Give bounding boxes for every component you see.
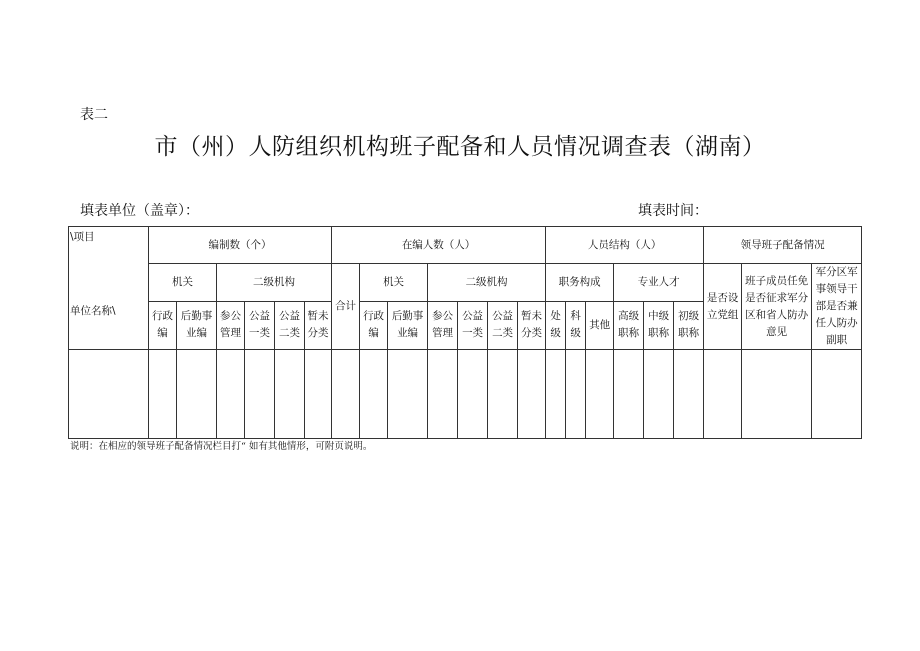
data-cell[interactable] [614, 350, 644, 439]
leaf-other: 其他 [586, 301, 614, 349]
data-cell[interactable] [177, 350, 217, 439]
document-title: 市（州）人防组织机构班子配备和人员情况调查表（湖南） [154, 134, 766, 160]
leaf-section: 科级 [566, 301, 586, 349]
leaf-pub1-2: 公益一类 [458, 301, 488, 349]
leaf-pub1-1: 公益一类 [245, 301, 275, 349]
table-note: 说明：在相应的领导班子配备情况栏目打“ 如有其他情形，可附页说明。 [70, 441, 373, 452]
leaf-logistics-1: 后勤事业编 [177, 301, 217, 349]
header-leadership: 领导班子配备情况 [704, 227, 862, 264]
header-party-group: 是否设立党组 [704, 264, 742, 350]
leaf-admin-2: 行政编 [360, 301, 388, 349]
leaf-middle: 中级职称 [644, 301, 674, 349]
leaf-unclass-1: 暂未分类 [305, 301, 332, 349]
data-cell[interactable] [245, 350, 275, 439]
leaf-civil-1: 参公管理 [217, 301, 245, 349]
data-cell[interactable] [458, 350, 488, 439]
header-secondary-1: 二级机构 [217, 264, 332, 302]
data-cell[interactable] [217, 350, 245, 439]
leaf-logistics-2: 后勤事业编 [388, 301, 428, 349]
data-cell[interactable] [644, 350, 674, 439]
data-cell[interactable] [360, 350, 388, 439]
leaf-civil-2: 参公管理 [428, 301, 458, 349]
header-organ-2: 机关 [360, 264, 428, 302]
data-cell[interactable] [428, 350, 458, 439]
data-cell[interactable] [305, 350, 332, 439]
table-row [69, 350, 862, 439]
data-cell[interactable] [275, 350, 305, 439]
leaf-unclass-2: 暂未分类 [518, 301, 546, 349]
leaf-division: 处级 [546, 301, 566, 349]
header-appointment: 班子成员任免是否征求军分区和省人防办意见 [742, 264, 812, 350]
leaf-junior: 初级职称 [674, 301, 704, 349]
data-cell[interactable] [704, 350, 742, 439]
header-in-staff: 在编人数（人） [332, 227, 546, 264]
header-secondary-2: 二级机构 [428, 264, 546, 302]
header-structure: 人员结构（人） [546, 227, 704, 264]
header-military-deputy: 军分区军事领导干部是否兼任人防办副职 [812, 264, 862, 350]
fill-unit-label: 填表单位（盖章）： [80, 203, 199, 219]
data-cell[interactable] [488, 350, 518, 439]
data-cell[interactable] [586, 350, 614, 439]
header-total: 合计 [332, 264, 360, 350]
data-cell[interactable] [812, 350, 862, 439]
leaf-pub2-1: 公益二类 [275, 301, 305, 349]
data-cell[interactable] [546, 350, 566, 439]
data-cell[interactable] [566, 350, 586, 439]
data-cell[interactable] [388, 350, 428, 439]
leaf-senior: 高级职称 [614, 301, 644, 349]
header-staffing: 编制数（个） [149, 227, 332, 264]
data-cell[interactable] [674, 350, 704, 439]
header-position: 职务构成 [546, 264, 614, 302]
survey-table [68, 226, 862, 439]
header-talent: 专业人才 [614, 264, 704, 302]
data-cell-unit[interactable] [69, 350, 149, 439]
leaf-admin-1: 行政编 [149, 301, 177, 349]
data-cell[interactable] [149, 350, 177, 439]
corner-item-label: \项目 [70, 231, 95, 243]
header-organ-1: 机关 [149, 264, 217, 302]
data-cell[interactable] [742, 350, 812, 439]
data-cell[interactable] [332, 350, 360, 439]
corner-unit-label: 单位名称\ [70, 305, 116, 317]
table-corner-header [69, 227, 149, 350]
leaf-pub2-2: 公益二类 [488, 301, 518, 349]
form-label: 表二 [80, 107, 108, 123]
fill-time-label: 填表时间： [638, 203, 708, 219]
data-cell[interactable] [518, 350, 546, 439]
